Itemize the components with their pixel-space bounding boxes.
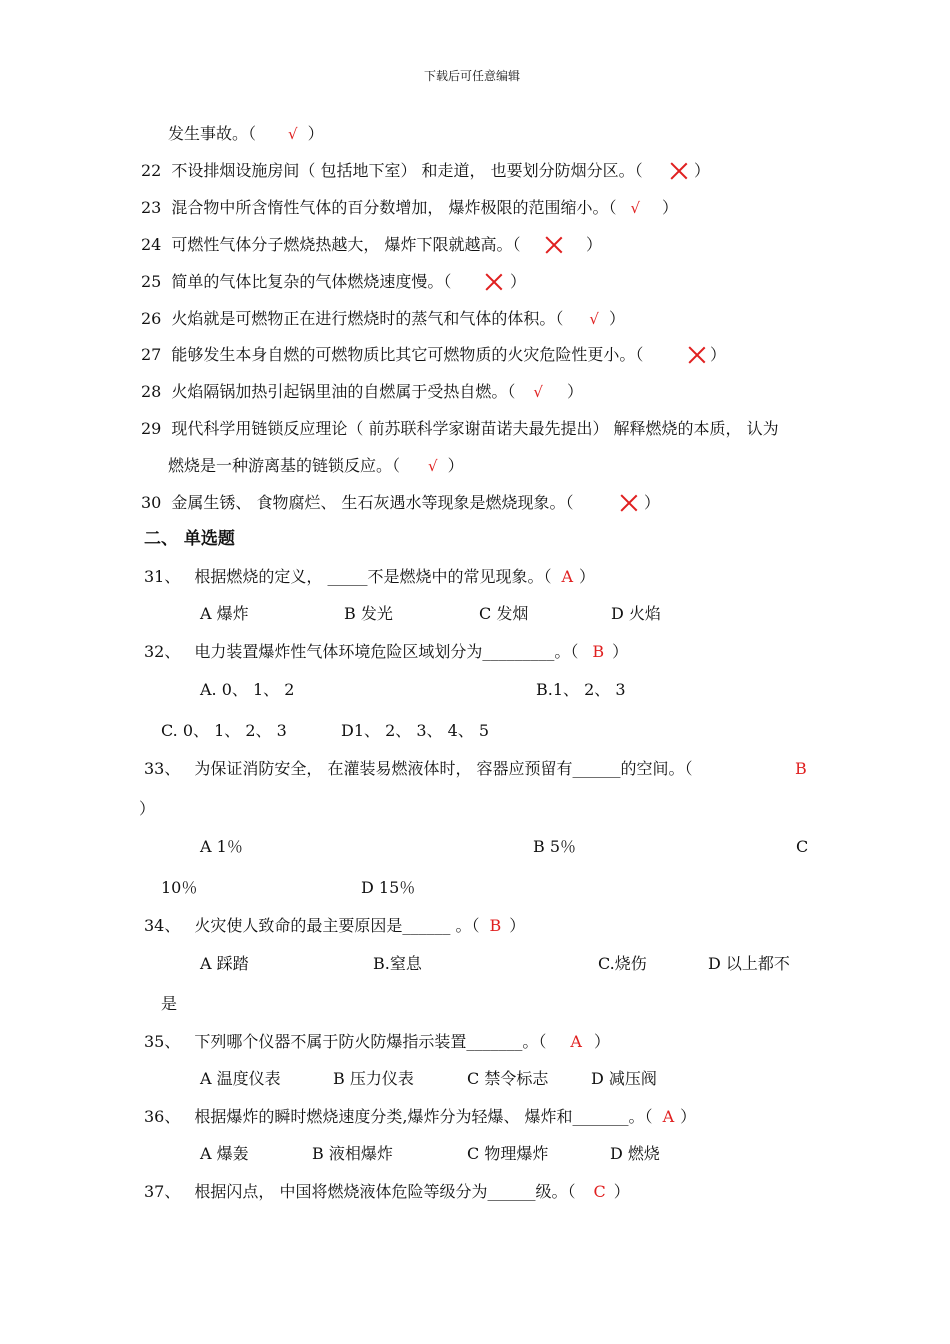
question-37: 37、 根据闪点， 中国将燃烧液体危险等级分为______级。（ C ） bbox=[144, 1182, 630, 1201]
option: C. 0、 1、 2、 3 bbox=[161, 721, 287, 740]
question-number: 31、 bbox=[144, 567, 181, 586]
tf-number: 30 bbox=[141, 493, 162, 512]
option: D 以上都不 bbox=[708, 954, 790, 973]
question-number: 32、 bbox=[144, 642, 181, 661]
option: 10％ bbox=[161, 878, 198, 897]
option: C 发烟 bbox=[479, 604, 529, 623]
question-text: 电力装置爆炸性气体环境危险区域划分为_________。（ bbox=[194, 642, 579, 661]
tf-item: 23 混合物中所含惰性气体的百分数增加， 爆炸极限的范围缩小。（ √ ） bbox=[141, 198, 679, 217]
tf-item bbox=[141, 493, 574, 513]
check-mark-icon: √ bbox=[589, 310, 599, 328]
answer: A bbox=[662, 1107, 675, 1126]
option: A 1％ bbox=[200, 837, 243, 856]
tf-number: 27 bbox=[141, 345, 162, 364]
option: A 温度仪表 bbox=[200, 1069, 281, 1088]
tf-text: 简单的气体比复杂的气体燃烧速度慢。（ bbox=[171, 272, 452, 291]
option: D 燃烧 bbox=[610, 1144, 660, 1163]
option: 是 bbox=[161, 994, 178, 1013]
tf-text: 混合物中所含惰性气体的百分数增加， 爆炸极限的范围缩小。（ bbox=[171, 198, 617, 217]
cross-mark-icon bbox=[545, 236, 563, 254]
tf-number: 24 bbox=[141, 235, 162, 254]
tf-number: 29 bbox=[141, 419, 162, 438]
option: A 爆轰 bbox=[200, 1144, 249, 1163]
tf-text: 发生事故。（ bbox=[168, 124, 257, 143]
question-text: 根据爆炸的瞬时燃烧速度分类,爆炸分为轻爆、 爆炸和_______。（ bbox=[194, 1107, 653, 1126]
option: C.烧伤 bbox=[598, 954, 647, 973]
question-35: 35、 下列哪个仪器不属于防火防爆指示装置_______。（ A ） bbox=[144, 1032, 610, 1051]
tf-item bbox=[141, 161, 643, 181]
check-mark-icon: √ bbox=[630, 199, 641, 217]
check-mark-icon: √ bbox=[533, 383, 543, 401]
tf-text: 现代科学用链锁反应理论（ 前苏联科学家谢苗诺夫最先提出） 解释燃烧的本质， 认为 bbox=[171, 419, 779, 438]
tf-text: 火焰就是可燃物正在进行燃烧时的蒸气和气体的体积。（ bbox=[171, 309, 564, 328]
question-34: 34、 火灾使人致命的最主要原因是______ 。（ B ） bbox=[144, 916, 526, 935]
question-text: 根据闪点， 中国将燃烧液体危险等级分为______级。（ bbox=[194, 1182, 576, 1201]
answer: B bbox=[592, 642, 605, 661]
question-number: 35、 bbox=[144, 1032, 181, 1051]
option: A. 0、 1、 2 bbox=[200, 680, 295, 699]
option: B.1、 2、 3 bbox=[536, 680, 626, 699]
option: D1、 2、 3、 4、 5 bbox=[341, 721, 490, 740]
option: C 禁令标志 bbox=[467, 1069, 549, 1088]
question-text: 火灾使人致命的最主要原因是______ 。（ bbox=[194, 916, 480, 935]
answer: A bbox=[570, 1032, 582, 1051]
option: A 踩踏 bbox=[200, 954, 249, 973]
check-mark-icon: √ bbox=[428, 457, 438, 475]
tf-text: 能够发生本身自燃的可燃物质比其它可燃物质的火灾危险性更小。（ bbox=[171, 345, 644, 364]
tf-number: 25 bbox=[141, 272, 162, 291]
question-text: 下列哪个仪器不属于防火防爆指示装置_______。（ bbox=[194, 1032, 547, 1051]
question-text: 根据燃烧的定义， _____不是燃烧中的常见现象。（ bbox=[194, 567, 552, 586]
tf-number: 28 bbox=[141, 382, 162, 401]
question-number: 37、 bbox=[144, 1182, 181, 1201]
cross-mark-icon bbox=[670, 162, 688, 180]
tf-text: 金属生锈、 食物腐烂、 生石灰遇水等现象是燃烧现象。（ bbox=[171, 493, 574, 512]
option: D 减压阀 bbox=[591, 1069, 657, 1088]
question-number: 34、 bbox=[144, 916, 181, 935]
question-number: 36、 bbox=[144, 1107, 181, 1126]
option: B 液相爆炸 bbox=[312, 1144, 393, 1163]
tf-number: 26 bbox=[141, 309, 162, 328]
tf-item bbox=[141, 272, 451, 292]
tf-number: 23 bbox=[141, 198, 162, 217]
question-number: 33、 bbox=[144, 759, 181, 778]
answer: A bbox=[561, 567, 574, 586]
question-33 bbox=[144, 759, 693, 779]
option: C bbox=[796, 837, 809, 856]
answer: B bbox=[489, 916, 502, 935]
option: B 发光 bbox=[344, 604, 393, 623]
option: A 爆炸 bbox=[200, 604, 249, 623]
option: D 火焰 bbox=[611, 604, 661, 623]
tf-item: 发生事故。（ √ ） bbox=[168, 124, 324, 143]
check-mark-icon: √ bbox=[288, 125, 298, 143]
tf-text: 不设排烟设施房间（ 包括地下室） 和走道， 也要划分防烟分区。（ bbox=[171, 161, 643, 180]
tf-item bbox=[141, 235, 520, 255]
tf-text: 燃烧是一种游离基的链锁反应。（ bbox=[168, 456, 401, 475]
tf-item bbox=[141, 345, 643, 365]
question-32: 32、 电力装置爆炸性气体环境危险区域划分为_________。（ B ） bbox=[144, 642, 629, 661]
question-31: 31、 根据燃烧的定义， _____不是燃烧中的常见现象。（ A ） bbox=[144, 567, 596, 586]
page-header: 下载后可任意编辑 bbox=[424, 69, 521, 83]
question-36: 36、 根据爆炸的瞬时燃烧速度分类,爆炸分为轻爆、 爆炸和_______。（ A ） bbox=[144, 1107, 697, 1126]
tf-item: 燃烧是一种游离基的链锁反应。（ √ ） bbox=[168, 456, 464, 475]
option: B 压力仪表 bbox=[333, 1069, 414, 1088]
document-page: 下载后可任意编辑 发生事故。（ √ ） 22 不设排烟设施房间（ 包括地下室） 和走道， 也要划分防烟分区。（ ） 23 混合物中所含惰性气体的百分数增加， 爆炸极限的范围缩小。（ √ ） 24 可燃性气体分子燃烧热越大， 爆炸下限就越高。（ ） 25 简单的气体比复杂的气体燃烧速度慢。（ ） 26 火焰就是可燃物正在进行燃烧时的蒸气和气体的体积。（ √ ） 27 能够发生本身自燃的可燃物质比其它可燃物质的火灾危险性更小。（ ） 28 火焰隔锅加热引起锅里油的自燃属于受热自燃。（ √ ） 29 现代科学用链锁反应理论（ 前苏联科学家谢苗诺夫最先提出） 解释燃烧的本质， 认为 燃烧是一种游离基的链锁反应。（ √ ） 30 金属生锈、 食物腐烂、 生石灰遇水等现象是燃烧现象。（ ） 二、 单选题 31、 根据燃烧的定义， _____不是燃烧中的常见现象。（ A ） A 爆炸 B 发光 C 发烟 D 火焰 32、 电力装置爆炸性气体环境危险区域划分为_________。（ B ） A. 0、 1、 2 B.1、 2、 3 C. 0、 1、 2、 3 D1、 2、 3、 4、 5 33、 为保证消防安全， 在灌装易燃液体时， 容器应预留有______的空间。（ B ） A 1％ B 5％ C 10％ D 15％ 34、 火灾使人致命的最主要原因是______ 。（ B ） A 踩踏 B.窒息 C.烧伤 D 以上都不 是 35、 下列哪个仪器不属于防火防爆指示装置_______。（ A ） A 温度仪表 B 压力仪表 C 禁令标志 D 减压阀 36、 根据爆炸的瞬时燃烧速度分类,爆炸分为轻爆、 爆炸和_______。（ A ） A 爆轰 B 液相爆炸 C 物理爆炸 D 燃烧 37、 根据闪点， 中国将燃烧液体危险等级分为______级。（ C ） bbox=[0, 0, 950, 1344]
question-text: 为保证消防安全， 在灌装易燃液体时， 容器应预留有______的空间。（ bbox=[194, 759, 693, 778]
cross-mark-icon bbox=[485, 273, 503, 291]
tf-item: 26 火焰就是可燃物正在进行燃烧时的蒸气和气体的体积。（ √ ） bbox=[141, 309, 625, 328]
option: B 5％ bbox=[533, 837, 577, 856]
option: D 15％ bbox=[361, 878, 416, 897]
tf-text: 可燃性气体分子燃烧热越大， 爆炸下限就越高。（ bbox=[171, 235, 521, 254]
answer: C bbox=[593, 1182, 606, 1201]
tf-item bbox=[141, 419, 779, 439]
tf-number: 22 bbox=[141, 161, 162, 180]
cross-mark-icon bbox=[688, 346, 706, 364]
option: C 物理爆炸 bbox=[467, 1144, 549, 1163]
tf-text: 火焰隔锅加热引起锅里油的自燃属于受热自燃。（ bbox=[171, 382, 516, 401]
cross-mark-icon bbox=[620, 494, 638, 512]
tf-item: 28 火焰隔锅加热引起锅里油的自燃属于受热自燃。（ √ ） bbox=[141, 382, 583, 401]
answer: B bbox=[795, 759, 807, 778]
option: B.窒息 bbox=[373, 954, 422, 973]
section-title: 二、 单选题 bbox=[144, 529, 235, 549]
